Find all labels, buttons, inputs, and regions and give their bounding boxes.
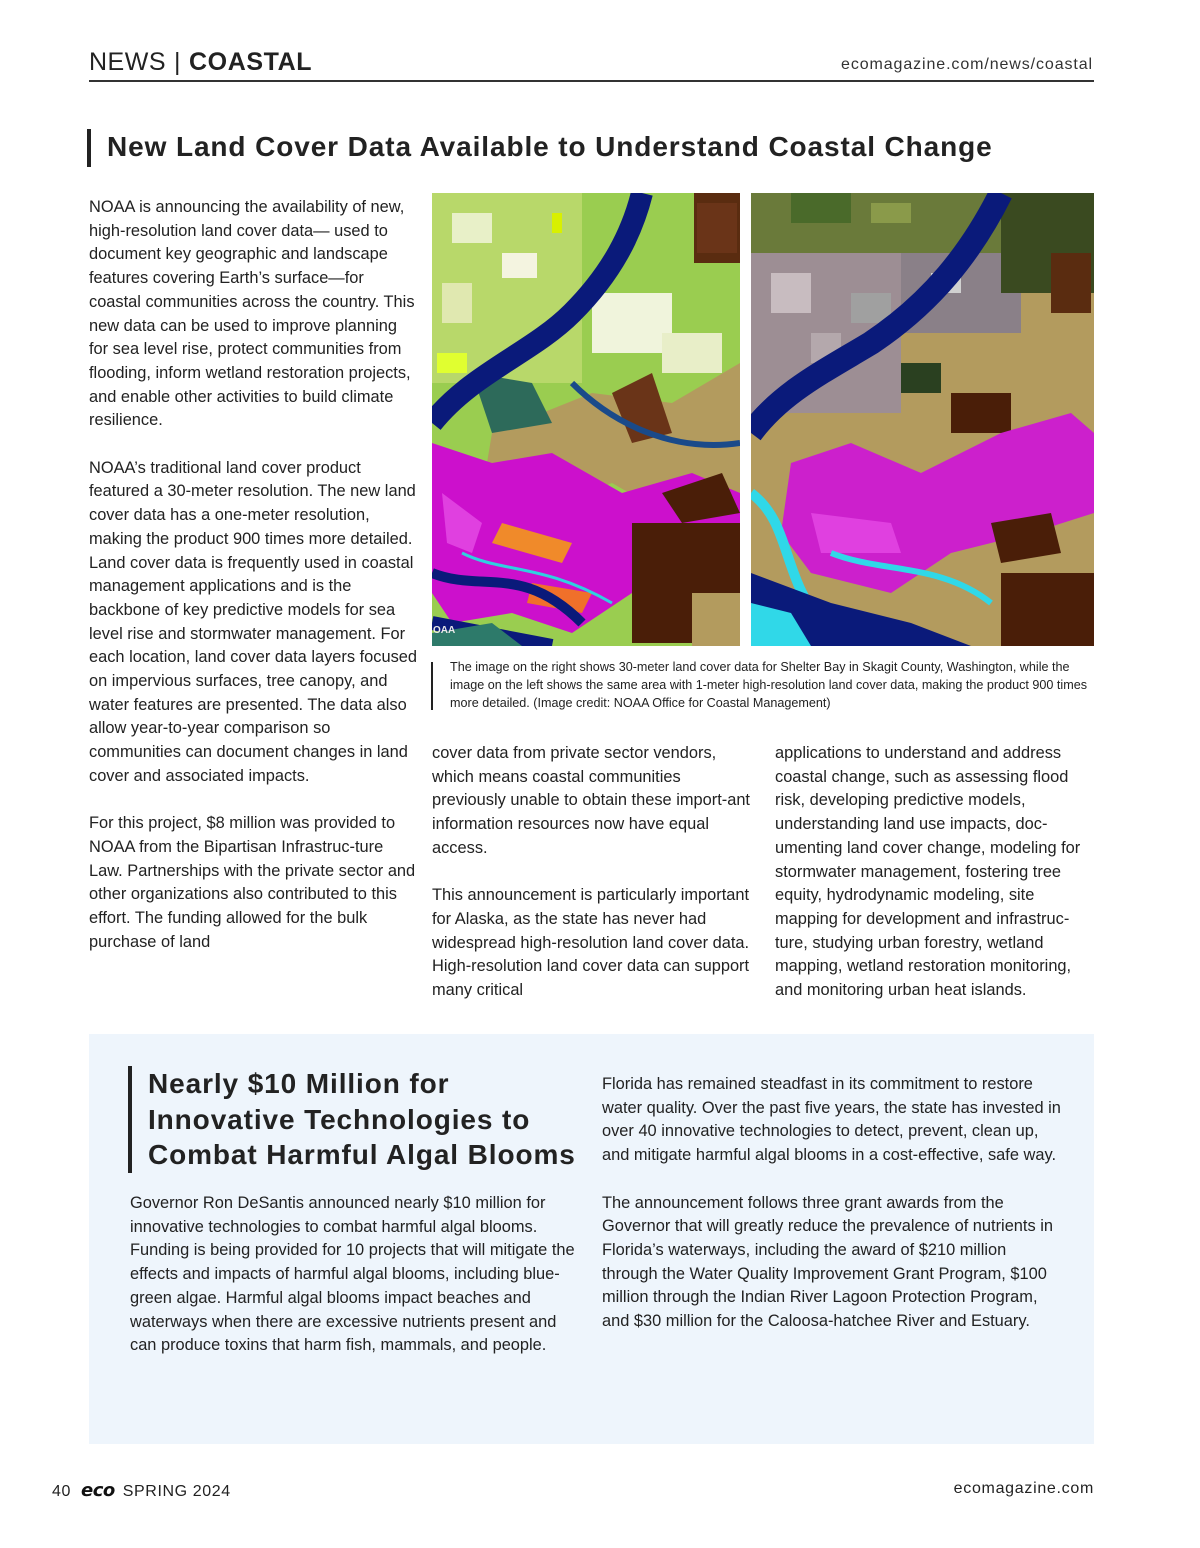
image-watermark: OAA — [433, 625, 456, 636]
sidebar-paragraph: The announcement follows three grant awards from the Governor that will greatly reduce the prevalence of nutrients in Florida’s waterways, including the award of $210 million through the Water Quality Improvement Grant Program, $100 million through the Indian River Lagoon Protection Program, and $30 million for the Caloosa-hatchee River and Estuary. — [602, 1193, 1053, 1331]
figure-caption: The image on the right shows 30-meter land cover data for Shelter Bay in Skagit County, Washington, while the image on the left shows the same area with 1-meter high-resolution land cover data, making the product 900 times more detailed. (Image credit: NOAA Office for Coastal Management) — [450, 660, 1088, 710]
article-paragraph: This announcement is particularly important for Alaska, as the state has never had widespread high-resolution land cover data. High-resolution land cover data can support many critical — [432, 886, 750, 1000]
sidebar-accent-bar — [128, 1066, 132, 1173]
article-paragraph: applications to understand and address coastal change, such as assessing flood risk, developing predictive models, understanding land use impacts, doc-umenting land cover change, modeling for stormwater management, fostering tree equity, hydrodynamic modeling, site mapping for development and infrastruc-ture, studying urban forestry, wetland mapping, wetland restoration monitoring, and monitoring urban heat islands. — [775, 744, 1081, 1000]
header-url[interactable]: ecomagazine.com/news/coastal — [841, 56, 1093, 73]
article-paragraph: For this project, $8 million was provided to NOAA from the Bipartisan Infrastruc-ture Law. Partnerships with the private sector and other organizations also contributed to this effort. The funding allowed for the bulk purchase of land — [89, 814, 416, 951]
sidebar-column-1 — [130, 1192, 576, 1358]
subsection-name: COASTAL — [189, 48, 313, 76]
article-column-2 — [432, 742, 757, 1003]
article-paragraph: NOAA is announcing the availability of new, high-resolution land cover data— used to document key geographic and landscape features covering Earth’s surface—for coastal communities across the country. This new data can be used to improve planning for sea level rise, protect communities from flooding, inform wetland restoration projects, and enable other activities to build climate resilience. — [89, 198, 415, 430]
header-divider — [89, 80, 1094, 82]
page-number: 40 — [52, 1483, 71, 1500]
sidebar-paragraph: Florida has remained steadfast in its commitment to restore water quality. Over the past five years, the state has invested in over 40 innovative technologies to detect, prevent, clean up, and mitigate harmful algal blooms in a cost-effective, safe way. — [602, 1075, 1061, 1165]
footer-site[interactable]: ecomagazine.com — [953, 1480, 1094, 1497]
article-column-3 — [775, 742, 1100, 1003]
issue-label: SPRING 2024 — [122, 1483, 231, 1500]
land-cover-map-1m — [432, 193, 740, 646]
land-cover-map-30m — [751, 193, 1094, 646]
sidebar-column-2 — [602, 1073, 1062, 1334]
headline-accent-bar — [87, 129, 91, 167]
section-name: NEWS — [89, 48, 166, 76]
section-separator: | — [174, 48, 181, 76]
section-label — [89, 48, 312, 77]
caption-accent-bar — [431, 662, 433, 710]
footer-left — [52, 1480, 231, 1501]
article-paragraph: NOAA’s traditional land cover product featured a 30-meter resolution. The new land cover data has a one-meter resolution, making the product 900 times more detailed. Land cover data is frequently used in coastal management applications and is the backbone of key predictive models for sea level rise and stormwater management. For each location, land cover data layers focused on impervious surfaces, tree canopy, and water features are presented. The data also allow year-to-year comparison so communities can document changes in land cover and associated impacts. — [89, 458, 418, 785]
article-title: New Land Cover Data Available to Understand Coastal Change — [107, 131, 993, 162]
article-column-1 — [89, 196, 419, 954]
sidebar-paragraph: Governor Ron DeSantis announced nearly $10 million for innovative technologies to combat harmful algal blooms. Funding is being provided for 10 projects that will mitigate the effects and impacts of harmful algal blooms, including blue-green algae. Harmful algal blooms impact beaches and waterways when there are excessive nutrients present and can produce toxins that harm fish, mammals, and people. — [130, 1194, 575, 1355]
article-paragraph: cover data from private sector vendors, which means coastal communities previously unable to obtain these import-ant information resources now have equal access. — [432, 744, 750, 857]
sidebar-title: Nearly $10 Million for Innovative Technologies to Combat Harmful Algal Blooms — [148, 1068, 576, 1170]
eco-logo: eco — [81, 1480, 115, 1501]
